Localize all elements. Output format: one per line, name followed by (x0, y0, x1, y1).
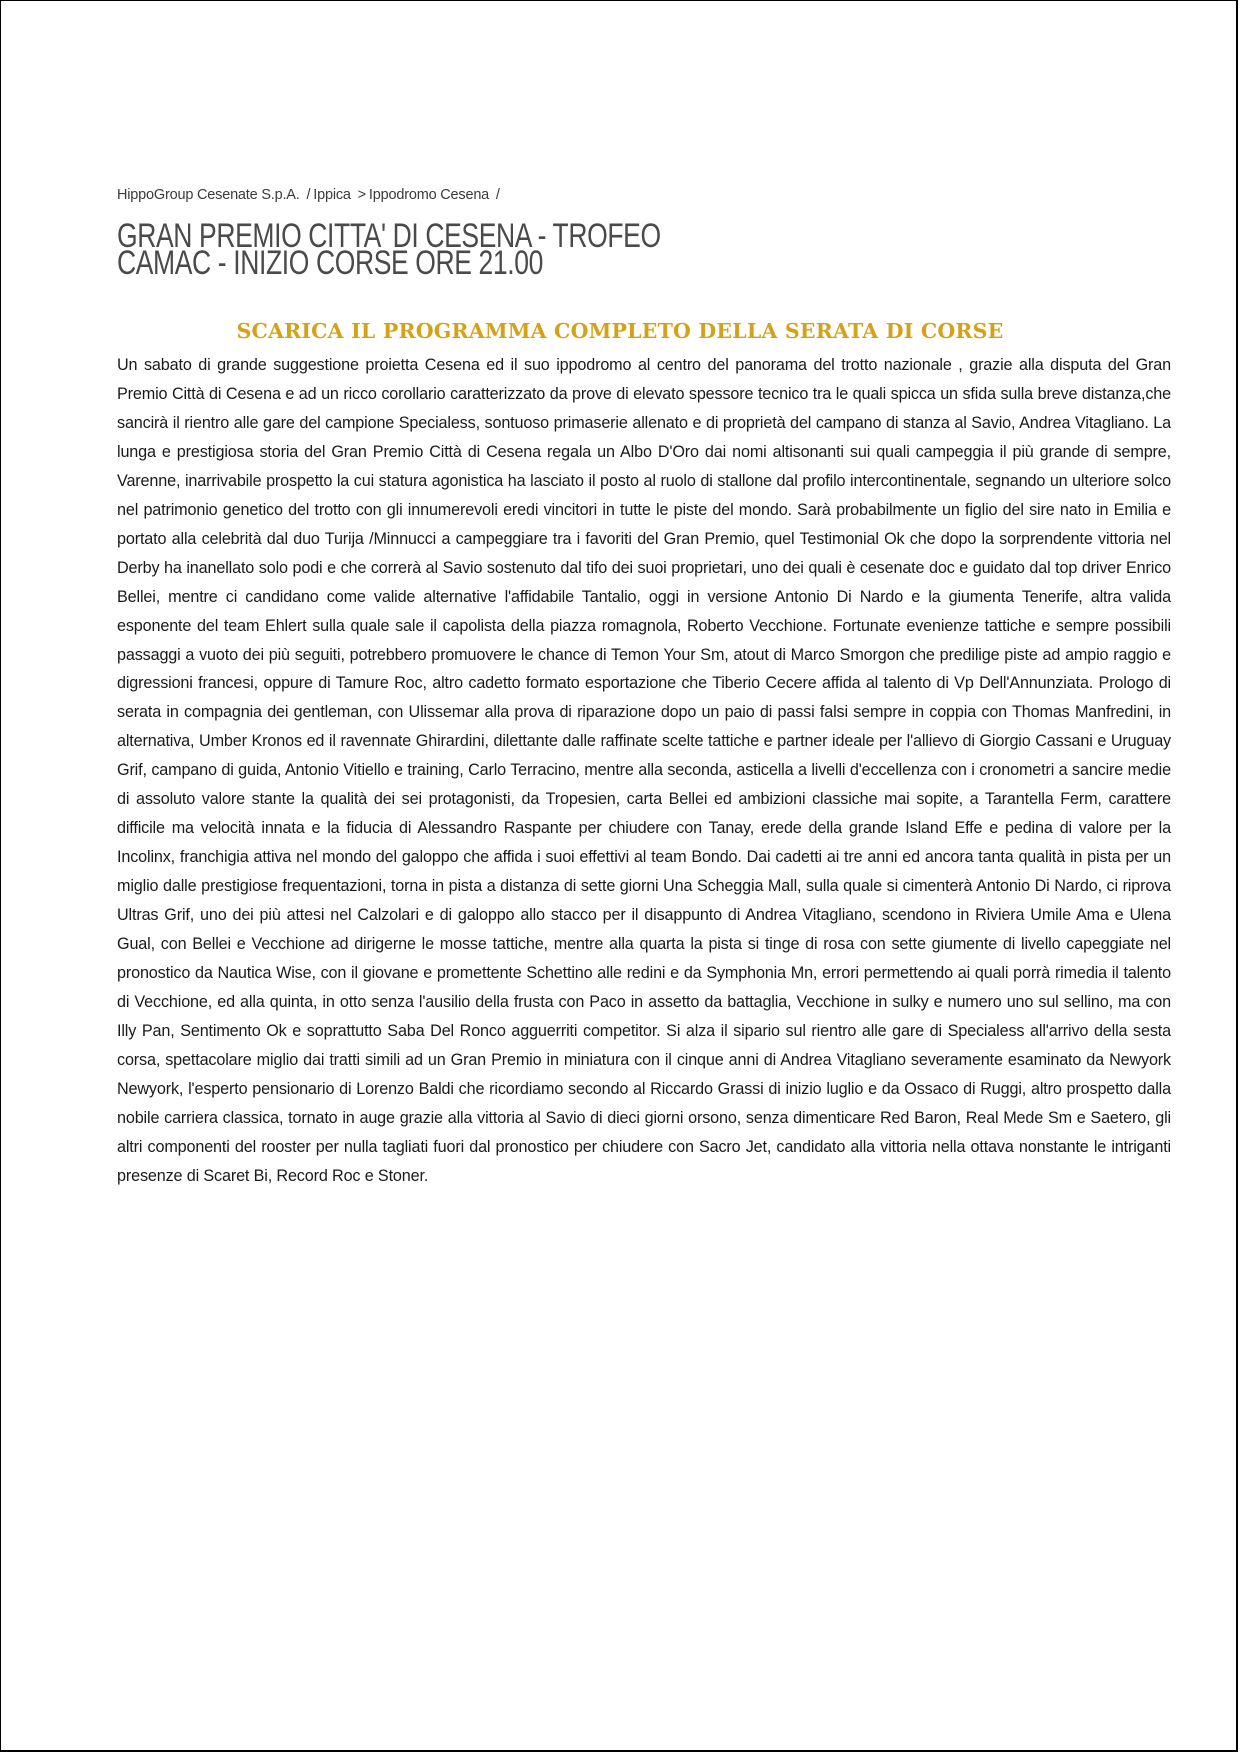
breadcrumb-separator: > (357, 187, 366, 203)
breadcrumb-item-hippogroup[interactable]: HippoGroup Cesenate S.p.A. (117, 187, 300, 203)
article-body: Un sabato di grande suggestione proietta Cesena ed il suo ippodromo al centro del panorama del trotto nazionale , grazie alla disputa del Gran Premio Città di Cesena e ad un ricco corollario caratterizzato da prove di elevato spessore tecnico tra le quali spicca un sfida sulla breve distanza,che sancirà il rientro alle gare del campione Specialess, sontuoso primaserie allenato e di proprietà del campano di stanza al Savio, Andrea Vitagliano. La lunga e prestigiosa storia del Gran Premio Città di Cesena regala un Albo D'Oro dai nomi altisonanti sui quali campeggia il più grande di sempre, Varenne, inarrivabile prospetto la cui statura agonistica ha lasciato il posto al ruolo di stallone dal profilo intercontinentale, segnando un ulteriore solco nel patrimonio genetico del trotto con gli innumerevoli eredi vincitori in tutte le piste del mondo. Sarà probabilmente un figlio del sire nato in Emilia e portato alla celebrità dal duo Turija /Minnucci a campeggiare tra i favoriti del Gran Premio, quel Testimonial Ok che dopo la sorprendente vittoria nel Derby ha inanellato solo podi e che correrà al Savio sostenuto dal tifo dei suoi proprietari, uno dei quali è cesenate doc e guidato dal top driver Enrico Bellei, mentre ci candidano come valide alternative l'affidabile Tantalio, oggi in versione Antonio Di Nardo e la giumenta Tenerife, altra valida esponente del team Ehlert sulla quale sale il capolista della piazza romagnola, Roberto Vecchione. Fortunate evenienze tattiche e sempre possibili passaggi a vuoto dei più seguiti, potrebbero promuovere le chance di Temon Your Sm, atout di Marco Smorgon che predilige piste ad ampio raggio e digressioni francesi, oppure di Tamure Roc, altro cadetto formato esportazione che Tiberio Cecere affida al talento di Vp Dell'Annunziata. Prologo di serata in compagnia dei gentleman, con Ulissemar alla prova di riparazione dopo un paio di passi falsi sempre in coppia con Thomas Manfredini, in alternativa, Umber Kronos ed il ravennate Ghirardini, dilettante dalle raffinate scelte tattiche e partner ideale per l'allievo di Giorgio Cassani e Uruguay Grif, campano di guida, Antonio Vitiello e training, Carlo Terracino, mentre alla seconda, asticella a livelli d'eccellenza con i cronometri a sancire medie di assoluto valore stante la qualità dei sei protagonisti, da Tropesien, carta Bellei ed ambizioni classiche mai sopite, a Tarantella Ferm, carattere difficile ma velocità innata e la fiducia di Alessandro Raspante per chiudere con Tanay, erede della grande Island Effe e pedina di valore per la Incolinx, franchigia attiva nel mondo del galoppo che affida i suoi effettivi al team Bondo. Dai cadetti ai tre anni ed ancora tanta qualità in pista per un miglio dalle prestigiose frequentazioni, torna in pista a distanza di sette giorni Una Scheggia Mall, sulla quale si cimenterà Antonio Di Nardo, ci riprova Ultras Grif, uno dei più attesi nel Calzolari e di galoppo allo stacco per il disappunto di Andrea Vitagliano, scendono in Riviera Umile Ama e Ulena Gual, con Bellei e Vecchione ad dirigerne le mosse tattiche, mentre alla quarta la pista si tinge di rosa con sette giumente di livello capeggiate nel pronostico da Nautica Wise, con il giovane e promettente Schettino alle redini e da Symphonia Mn, errori permettendo ai quali porrà rimedia il talento di Vecchione, ed alla quinta, in otto senza l'ausilio della frusta con Paco in assetto da battaglia, Vecchione in sulky e numero uno sul sellino, ma con Illy Pan, Sentimento Ok e soprattutto Saba Del Ronco agguerriti competitor. Si alza il sipario sul rientro alle gare di Specialess all'arrivo della sesta corsa, spettacolare miglio dai tratti simili ad un Gran Premio in miniatura con il cinque anni di Andrea Vitagliano severamente esaminato da Newyork Newyork, l'esperto pensionario di Lorenzo Baldi che ricordiamo secondo al Riccardo Grassi di inizio luglio e da Ossaco di Ruggi, altro prospetto dalla nobile carriera classica, tornato in auge grazie alla vittoria al Savio di dieci giorni orsono, senza dimenticare Red Baron, Real Mede Sm e Saetero, gli altri componenti del rooster per nulla tagliati fuori dal pronostico per chiudere con Sacro Jet, candidato alla vittoria nella ottava nonstante le intriganti presenze di Scaret Bi, Record Roc e Stoner. (117, 356, 1171, 1185)
breadcrumb-item-ippodromo-cesena[interactable]: Ippodromo Cesena (368, 187, 490, 203)
breadcrumb-item-ippica[interactable]: Ippica (313, 187, 351, 203)
breadcrumb-separator: / (495, 187, 500, 203)
download-program-link[interactable]: SCARICA IL PROGRAMMA COMPLETO DELLA SERATA DI CORSE (236, 319, 1004, 343)
breadcrumb (117, 187, 503, 203)
breadcrumb-separator: / (306, 187, 311, 203)
page-title: GRAN PREMIO CITTA' DI CESENA - TROFEO CAMAC - INIZIO CORSE ORE 21.00 (117, 217, 661, 282)
